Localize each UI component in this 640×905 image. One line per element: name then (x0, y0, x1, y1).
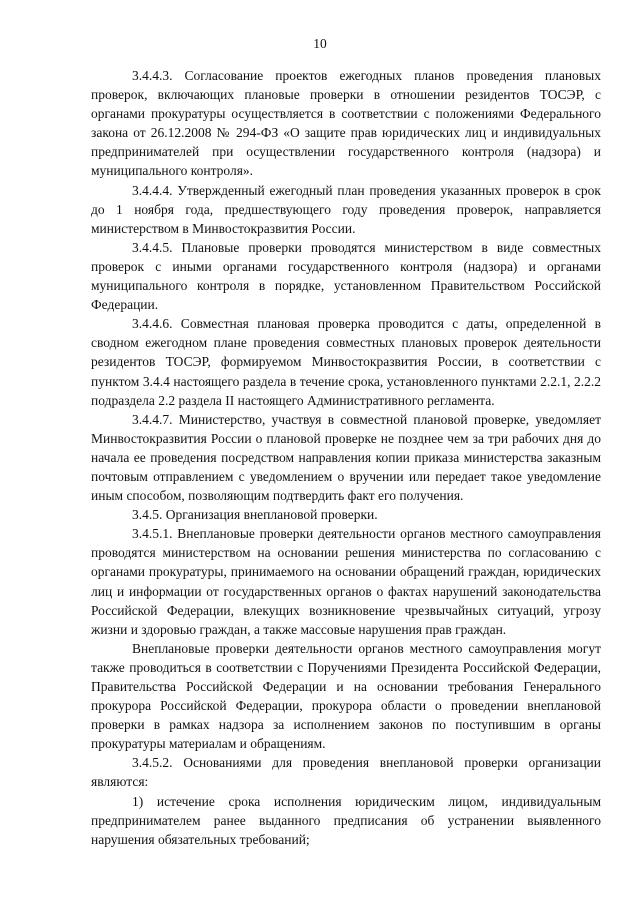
paragraph-3-4-5-2: 3.4.5.2. Основаниями для проведения внеплановой проверки организации являются: (91, 755, 601, 790)
paragraph-3-4-5-1: 3.4.5.1. Внеплановые проверки деятельности органов местного самоуправления проводятся министерством на основании решения министерства по согласованию с органами прокуратуры, принимаемого на основании обращений граждан, юридических лиц и информации от государственных органов о фактах нарушений законодательства Российской Федерации, влекущих возникновение чрезвычайных ситуаций, угрозу жизни и здоровью граждан, а также массовые нарушения прав граждан. (91, 526, 601, 637)
paragraph-3-4-5-heading: 3.4.5. Организация внеплановой проверки. (132, 507, 378, 523)
paragraph-3-4-4-6: 3.4.4.6. Совместная плановая проверка проводится с даты, определенной в сводном ежегодном плане проведения совместных плановых проверок деятельности резидентов ТОСЭР, формируемом Минвостокразвития России, в соответствии с пунктом 3.4.4 настоящего раздела в течение срока, установленного пунктами 2.2.1, 2.2.2 подраздела 2.2 раздела II настоящего Административного регламента. (91, 316, 601, 408)
paragraph-3-4-4-3: 3.4.4.3. Согласование проектов ежегодных планов проведения плановых проверок, включающих плановые проверки в отношении резидентов ТОСЭР, с органами прокуратуры осуществляется в соответствии с положениями Федерального закона от 26.12.2008 № 294-ФЗ «О защите прав юридических лиц и индивидуальных предпринимателей при осуществлении государственного контроля (надзора) и муниципального контроля». (91, 68, 601, 179)
paragraph-3-4-4-4: 3.4.4.4. Утвержденный ежегодный план проведения указанных проверок в срок до 1 ноября года, предшествующего году проведения проверок, направляется министерством в Минвостокразвития России. (91, 182, 601, 236)
page-number: 10 (313, 36, 327, 51)
paragraph-unscheduled-inspections: Внеплановые проверки деятельности органов местного самоуправления могут также проводиться в соответствии с Поручениями Президента Российской Федерации, Правительства Российской Федерации и на основании требования Генерального прокурора Российской Федерации, прокурора области о проведении внеплановой проверки в рамках надзора за исполнением законов по поступившим в органы прокуратуры материалам и обращениям. (91, 640, 601, 752)
paragraph-list-item-1: 1) истечение срока исполнения юридическим лицом, индивидуальным предпринимателем ранее выданного предписания об устранении выявленного нарушения обязательных требований; (91, 793, 601, 847)
paragraph-3-4-4-7: 3.4.4.7. Министерство, участвуя в совместной плановой проверке, уведомляет Минвостокразвития России о плановой проверке не позднее чем за три рабочих дня до начала ее проведения посредством направления копии приказа министерства заказным почтовым отправлением с уведомлением о вручении или передает такое уведомление иным способом, позволяющим подтвердить факт его получения. (91, 411, 601, 504)
document-body (91, 66, 601, 849)
paragraph-3-4-4-5: 3.4.4.5. Плановые проверки проводятся министерством в виде совместных проверок с иными органами государственного контроля (надзора) и органами муниципального контроля в порядке, установленном Правительством Российской Федерации. (91, 239, 601, 313)
